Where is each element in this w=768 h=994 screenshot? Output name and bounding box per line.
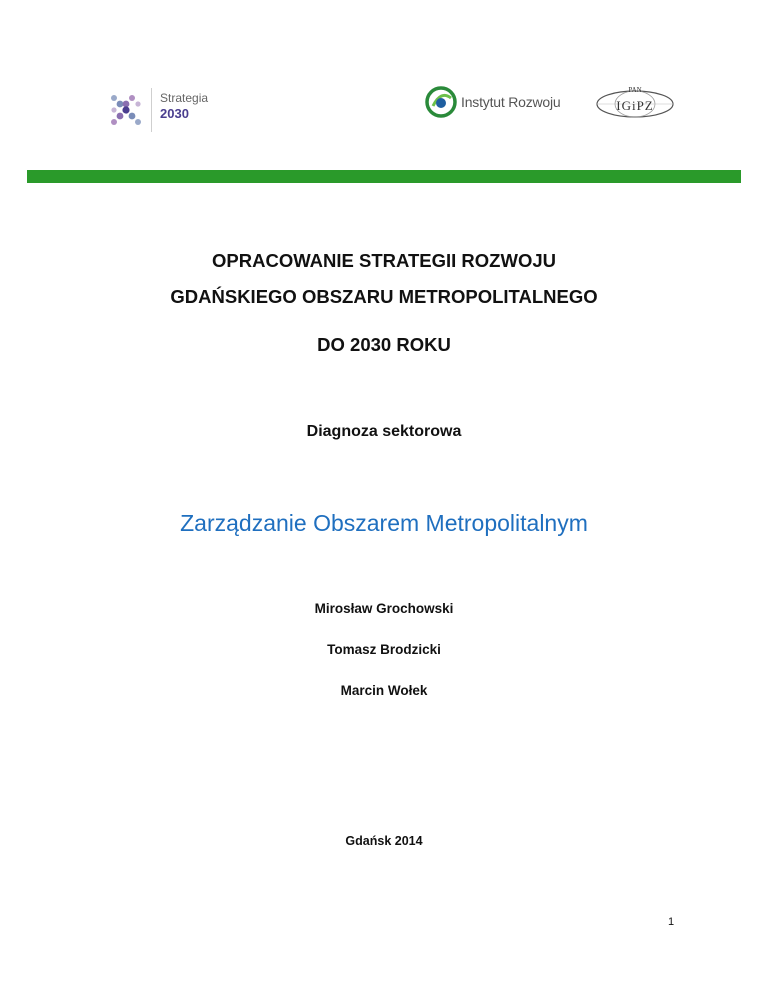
pan-label: IGiPZ bbox=[616, 98, 654, 113]
place-year: Gdańsk 2014 bbox=[345, 834, 423, 848]
title-line-3: DO 2030 ROKU bbox=[317, 334, 451, 355]
logo-divider bbox=[151, 88, 152, 132]
strategia-label: Strategia bbox=[160, 91, 209, 105]
author-3: Marcin Wołek bbox=[340, 683, 428, 698]
pan-top-label: PAN bbox=[628, 86, 642, 94]
main-title: Zarządzanie Obszarem Metropolitalnym bbox=[180, 510, 588, 536]
strategia-cross-icon bbox=[108, 92, 144, 128]
pan-igipz-logo bbox=[594, 86, 676, 120]
strategia-2030-logo bbox=[108, 88, 228, 136]
instytut-name: Instytut Rozwoju bbox=[461, 94, 561, 110]
header-divider-bar bbox=[27, 170, 741, 183]
instytut-swirl-icon bbox=[425, 86, 457, 118]
strategia-year: 2030 bbox=[160, 106, 189, 121]
page-number: 1 bbox=[668, 916, 675, 928]
title-line-1: OPRACOWANIE STRATEGII ROZWOJU bbox=[212, 250, 556, 271]
instytut-rozwoju-logo bbox=[425, 86, 585, 120]
subtitle: Diagnoza sektorowa bbox=[306, 423, 462, 440]
author-2: Tomasz Brodzicki bbox=[327, 642, 441, 657]
author-1: Mirosław Grochowski bbox=[314, 601, 454, 616]
title-line-2: GDAŃSKIEGO OBSZARU METROPOLITALNEGO bbox=[170, 286, 598, 307]
